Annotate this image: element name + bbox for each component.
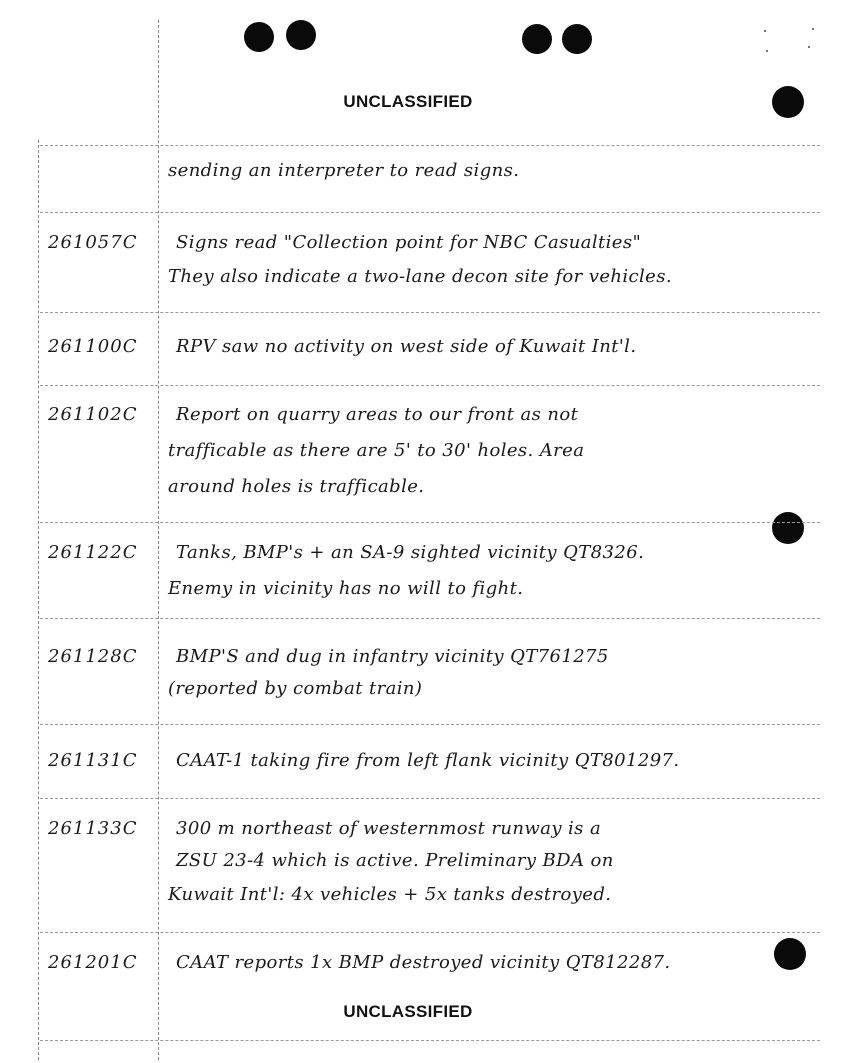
entry-time: 261131C xyxy=(48,750,138,771)
entry-text-line: Tanks, BMP's + an SA-9 sighted vicinity QT8326. xyxy=(176,542,645,563)
entry-time: 261122C xyxy=(48,542,138,563)
entry-text-line: around holes is trafficable. xyxy=(168,476,425,497)
rule-line xyxy=(40,145,820,146)
rule-line xyxy=(40,724,820,725)
entry-time: 261201C xyxy=(48,952,138,973)
scan-speck xyxy=(766,50,768,52)
entry-time: 261100C xyxy=(48,336,138,357)
punch-hole xyxy=(244,22,274,52)
entry-text-line: Enemy in vicinity has no will to fight. xyxy=(168,578,524,599)
punch-hole xyxy=(562,24,592,54)
entry-text-line: Kuwait Int'l: 4x vehicles + 5x tanks destroyed. xyxy=(168,884,612,905)
entry-text-line: Report on quarry areas to our front as not xyxy=(176,404,579,425)
margin-line xyxy=(38,140,39,1060)
scan-speck xyxy=(764,30,766,32)
entry-text-line: CAAT-1 taking fire from left flank vicinity QT801297. xyxy=(176,750,680,771)
punch-hole xyxy=(286,20,316,50)
entry-text-line: 300 m northeast of westernmost runway is a xyxy=(176,818,602,839)
entry-text-line: ZSU 23-4 which is active. Preliminary BDA on xyxy=(176,850,614,871)
entry-time: 261128C xyxy=(48,646,138,667)
rule-line xyxy=(40,522,820,523)
rule-line xyxy=(40,312,820,313)
classification-top: UNCLASSIFIED xyxy=(343,92,473,111)
entry-text-line: Signs read "Collection point for NBC Casualties" xyxy=(176,232,642,253)
entry-time: 261057C xyxy=(48,232,138,253)
rule-line xyxy=(40,1040,820,1041)
punch-hole xyxy=(522,24,552,54)
entry-time: 261102C xyxy=(48,404,138,425)
rule-line xyxy=(40,798,820,799)
entry-text-line: They also indicate a two-lane decon site for vehicles. xyxy=(168,266,672,287)
punch-hole xyxy=(772,512,804,544)
entry-text-line: BMP'S and dug in infantry vicinity QT761275 xyxy=(176,646,609,667)
rule-line xyxy=(40,932,820,933)
log-continuation-line: sending an interpreter to read signs. xyxy=(168,160,520,181)
rule-line xyxy=(40,618,820,619)
rule-line xyxy=(40,385,820,386)
entry-text-line: (reported by combat train) xyxy=(168,678,423,699)
scan-speck xyxy=(812,28,814,30)
margin-line xyxy=(158,20,159,1060)
entry-text-line: RPV saw no activity on west side of Kuwait Int'l. xyxy=(176,336,637,357)
entry-text-line: trafficable as there are 5' to 30' holes. Area xyxy=(168,440,585,461)
scan-speck xyxy=(808,46,810,48)
entry-time: 261133C xyxy=(48,818,138,839)
entry-text-line: CAAT reports 1x BMP destroyed vicinity QT812287. xyxy=(176,952,671,973)
punch-hole xyxy=(774,938,806,970)
rule-line xyxy=(40,212,820,213)
classification-bottom: UNCLASSIFIED xyxy=(343,1002,473,1021)
